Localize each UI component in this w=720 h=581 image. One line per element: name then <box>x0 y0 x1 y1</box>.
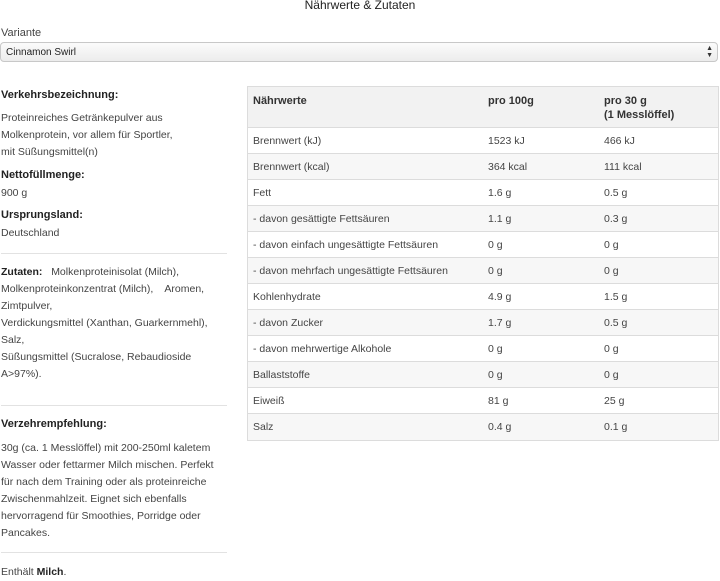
value-per-100g: 364 kcal <box>488 160 528 173</box>
value-per-30g: 466 kJ <box>604 134 635 147</box>
value-per-30g: 0 g <box>604 264 619 277</box>
nettofuellmenge-value: 900 g <box>1 187 28 199</box>
table-row <box>248 206 718 232</box>
page-title: Nährwerte & Zutaten <box>304 0 416 12</box>
verkehrsbezeichnung-label: Verkehrsbezeichnung: <box>1 89 119 101</box>
value-per-100g: 0 g <box>488 342 503 355</box>
value-per-30g: 0 g <box>604 368 619 381</box>
table-row <box>248 414 718 440</box>
table-row <box>248 362 718 388</box>
table-row <box>248 336 718 362</box>
verzehr-label: Verzehrempfehlung: <box>1 418 107 430</box>
table-row <box>248 154 718 180</box>
nutrient-name: - davon Zucker <box>253 316 324 329</box>
value-per-30g: 25 g <box>604 394 625 407</box>
nutrient-name: - davon mehrwertige Alkohole <box>253 342 392 355</box>
value-per-100g: 1523 kJ <box>488 134 525 147</box>
divider <box>1 253 227 254</box>
value-per-100g: 1.1 g <box>488 212 512 225</box>
ursprungsland-value: Deutschland <box>1 227 60 239</box>
variant-selected-value: Cinnamon Swirl <box>6 46 77 58</box>
value-per-100g: 0.4 g <box>488 421 512 433</box>
allergen-text: Enthält Milch. <box>1 566 67 578</box>
nutrient-name: Brennwert (kJ) <box>253 134 322 147</box>
value-per-100g: 4.9 g <box>488 290 512 303</box>
value-per-30g: 0.3 g <box>604 212 628 225</box>
nutrient-name: - davon gesättigte Fettsäuren <box>253 212 390 225</box>
allergen-value: Milch <box>36 566 64 578</box>
header-naehrwerte: Nährwerte <box>253 95 307 107</box>
nutrient-name: - davon mehrfach ungesättigte Fettsäuren <box>253 264 448 277</box>
table-row <box>248 128 718 154</box>
table-row <box>248 284 718 310</box>
divider <box>1 405 227 406</box>
table-body <box>248 128 718 440</box>
zutaten-text: Zutaten: Molkenproteinisolat (Milch), Molkenproteinkonzentrat (Milch), Aromen, Zimtpulver, Verdickungsmittel (Xanthan, Guarkernmehl), Salz, Süßungsmittel (Sucralose, Rebaudioside A>97%). <box>1 266 208 380</box>
value-per-100g: 1.7 g <box>488 316 512 329</box>
table-row <box>248 310 718 336</box>
value-per-30g: 0 g <box>604 238 619 251</box>
ursprungsland-label: Ursprungsland: <box>1 209 83 221</box>
verzehr-text: 30g (ca. 1 Messlöffel) mit 200-250ml kaletem Wasser oder fettarmer Milch mischen. Perfekt für nach dem Training oder als proteinreiche Zwischenmahlzeit. Eignet sich ebenfalls hervorragend für Smoothies, Porridge oder Pancakes. <box>1 442 214 539</box>
zutaten-label: Zutaten: <box>1 266 43 278</box>
nutrient-name: Fett <box>253 186 272 199</box>
nutrition-table <box>247 86 719 441</box>
nutrient-name: Kohlenhydrate <box>253 290 321 303</box>
table-row <box>248 180 718 206</box>
value-per-100g: 0 g <box>488 238 503 251</box>
value-per-30g: 0.5 g <box>604 186 628 199</box>
header-pro-30g: pro 30 g (1 Messlöffel) <box>604 95 675 121</box>
select-arrows-icon: ▲ ▼ <box>706 45 713 59</box>
value-per-30g: 1.5 g <box>604 290 628 303</box>
nutrient-name: Eiweiß <box>253 394 285 407</box>
table-header <box>248 87 718 128</box>
variant-label: Variante <box>1 27 42 39</box>
value-per-100g: 81 g <box>488 394 509 407</box>
verkehrsbezeichnung-text: Proteinreiches Getränkepulver aus Molkenprotein, vor allem für Sportler, mit Süßungsmittel(n) <box>1 112 173 158</box>
divider <box>1 552 227 553</box>
value-per-30g: 0 g <box>604 342 619 355</box>
value-per-100g: 0 g <box>488 368 503 381</box>
variant-select[interactable] <box>0 42 718 62</box>
nutrient-name: - davon einfach ungesättigte Fettsäuren <box>253 238 439 251</box>
nutrient-name: Brennwert (kcal) <box>253 160 330 173</box>
table-row <box>248 232 718 258</box>
table-row <box>248 388 718 414</box>
table-row <box>248 258 718 284</box>
value-per-100g: 1.6 g <box>488 186 512 199</box>
nettofuellmenge-label: Nettofüllmenge: <box>1 169 85 181</box>
header-pro-100g: pro 100g <box>488 95 534 107</box>
nutrient-name: Salz <box>253 421 274 433</box>
value-per-30g: 0.5 g <box>604 316 628 329</box>
value-per-100g: 0 g <box>488 264 503 277</box>
value-per-30g: 111 kcal <box>604 160 642 173</box>
value-per-30g: 0.1 g <box>604 421 628 433</box>
nutrient-name: Ballaststoffe <box>253 368 311 381</box>
